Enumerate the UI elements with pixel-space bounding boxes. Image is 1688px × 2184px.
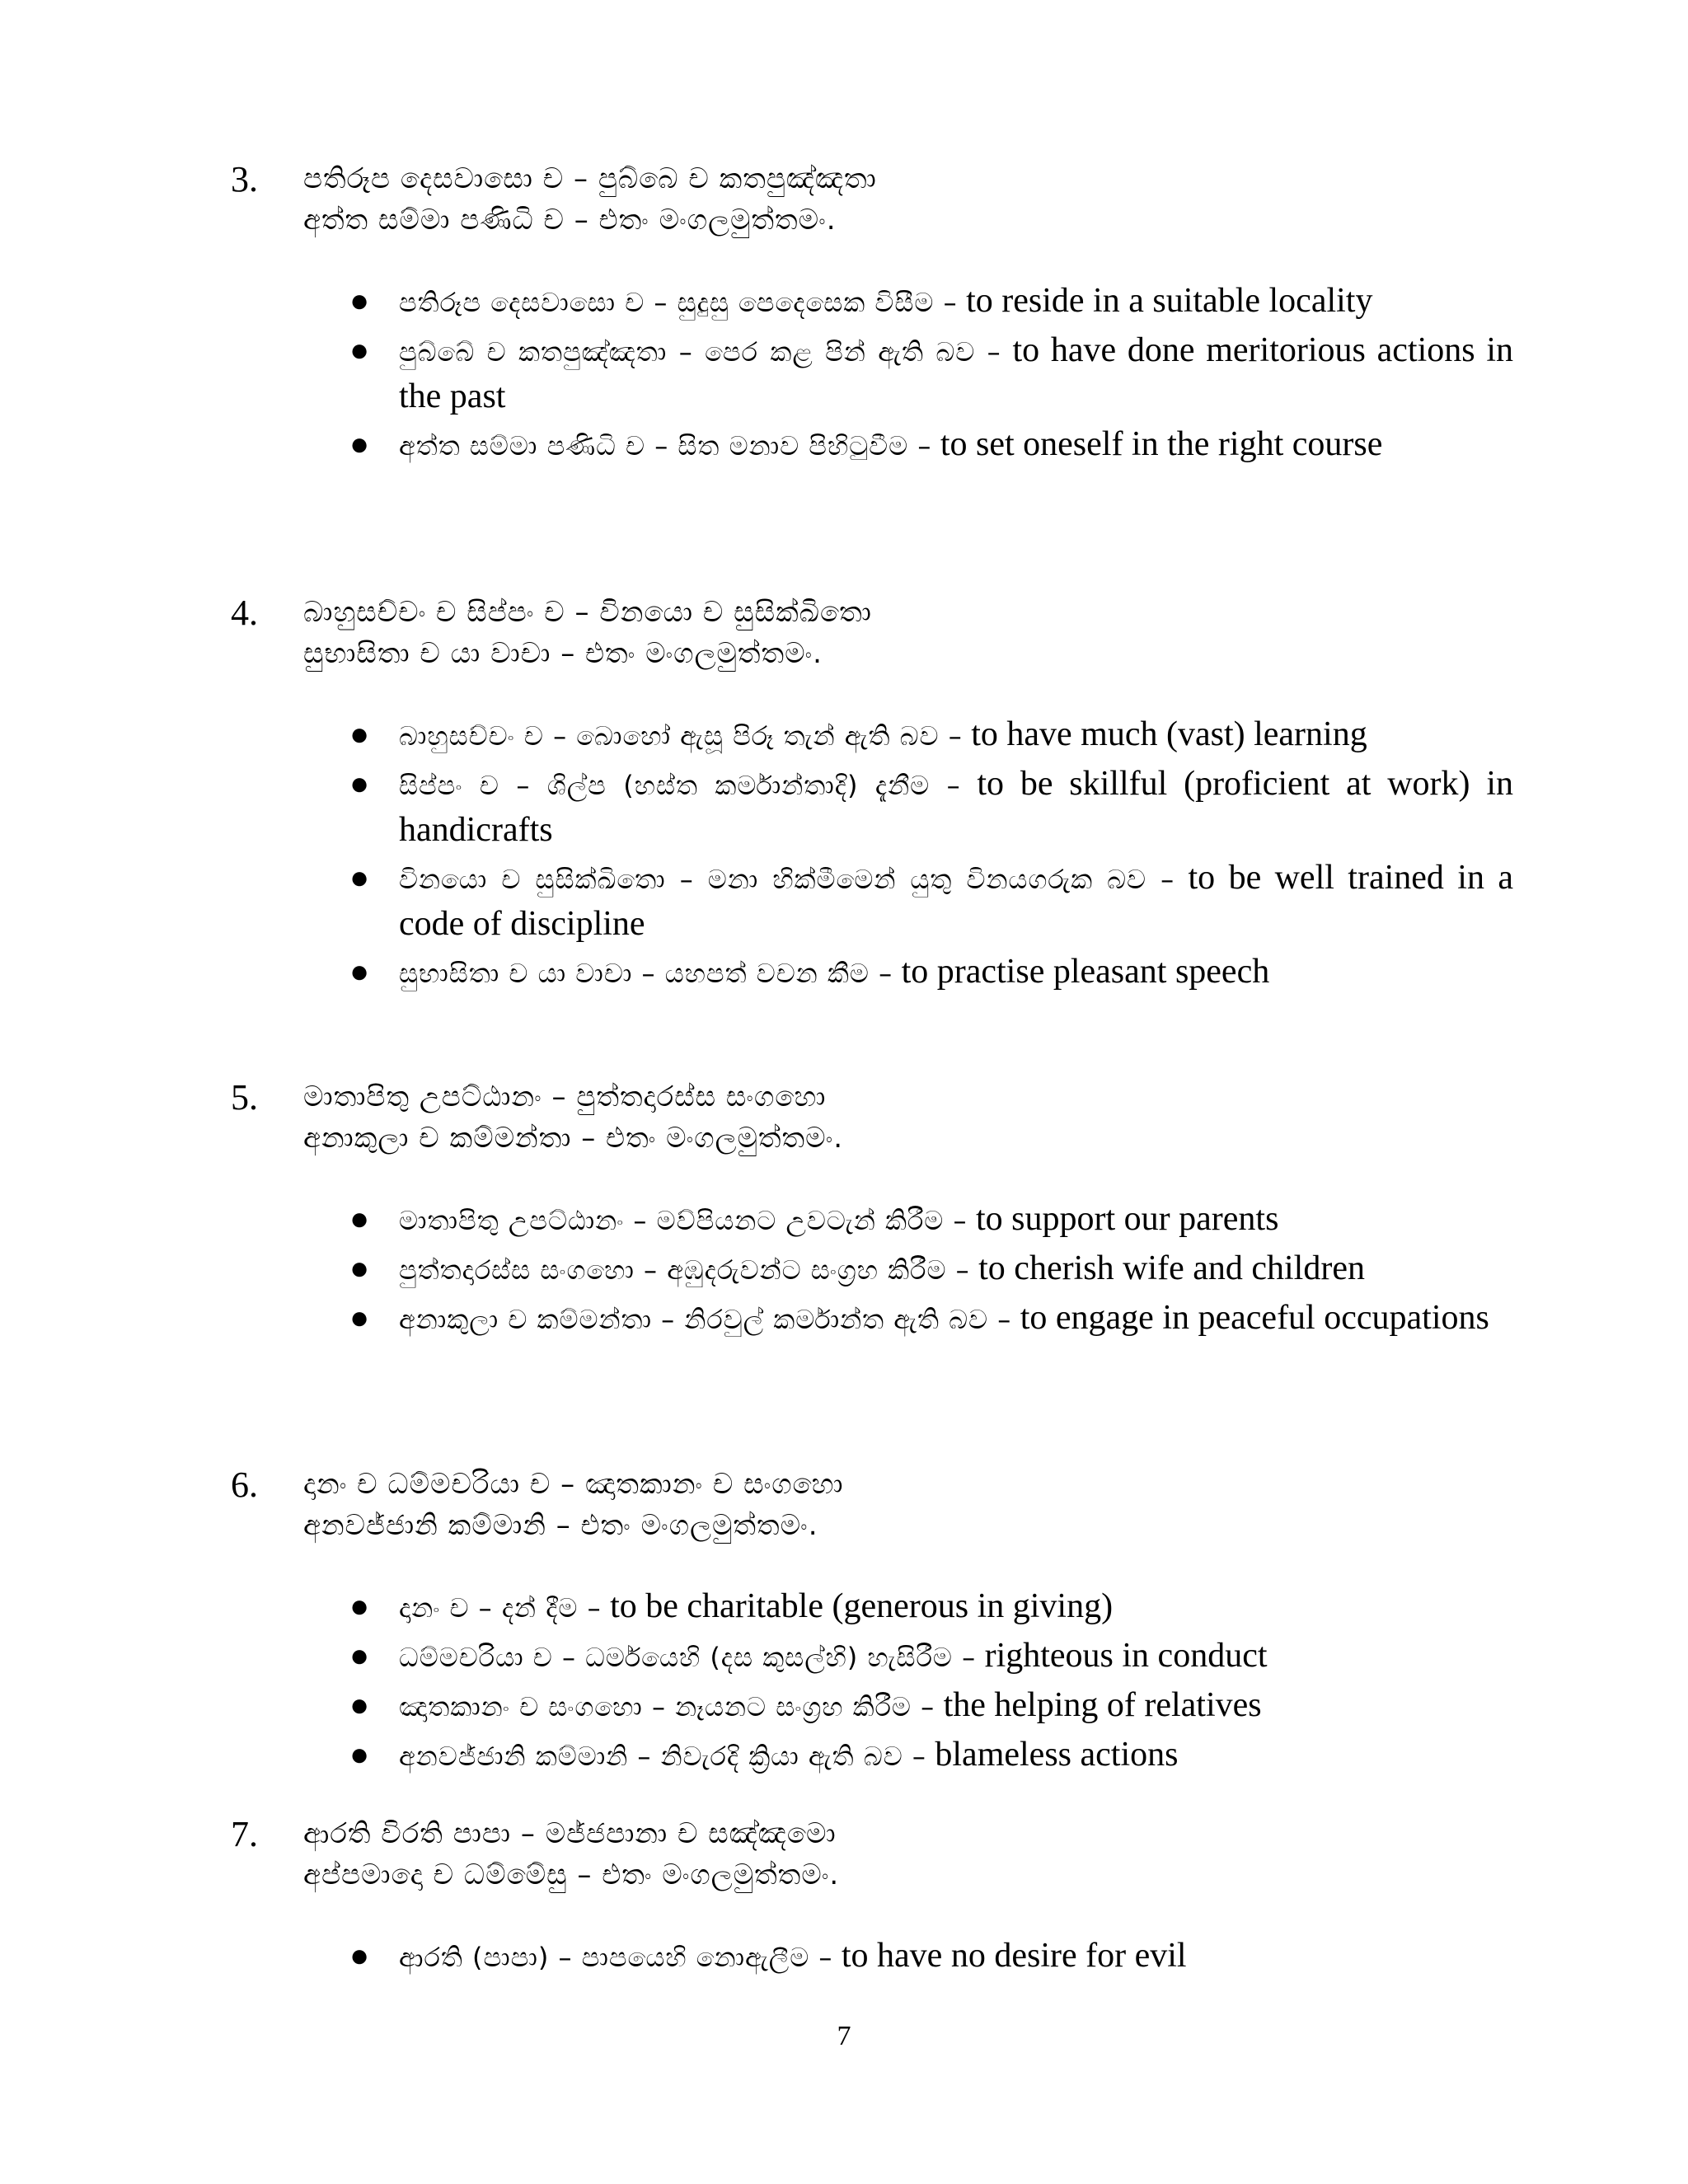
bullet-list <box>349 712 1513 999</box>
english-meaning: to have much (vast) learning <box>971 715 1367 753</box>
list-item <box>349 422 1513 468</box>
section-number: 7. <box>231 1814 258 1854</box>
verse <box>303 158 877 241</box>
bullet-list <box>349 1197 1513 1345</box>
list-item <box>349 328 1513 419</box>
section-number: 6. <box>231 1465 258 1505</box>
pali-term: ඤාතකානං ච සංගහො – නෑයනට සංග්‍රහ කිරීම – <box>399 1691 935 1722</box>
english-meaning: to practise pleasant speech <box>901 953 1270 991</box>
verse-line: අනවජ්ජානි කම්මානි – එතං මංගලමුත්තමං. <box>303 1509 818 1542</box>
english-meaning: to be skillful (proficient at work) in handicrafts <box>399 765 1513 849</box>
bullet-icon: ● <box>349 765 370 802</box>
english-meaning: to reside in a suitable locality <box>966 282 1373 320</box>
list-item <box>349 279 1513 325</box>
page-number: 7 <box>837 2021 851 2051</box>
bullet-list <box>349 1584 1513 1782</box>
pali-term: සුභාසිතා ච යා වාචා – යහපත් වචන කීම – <box>399 958 893 989</box>
list-item <box>349 1246 1513 1292</box>
list-item <box>349 1197 1513 1243</box>
list-item <box>349 949 1513 996</box>
bullet-list <box>349 279 1513 471</box>
pali-term: මාතාපිතු උපට්ඨානං – මව්පියනට උවටැන් කිරීම – <box>399 1205 968 1236</box>
pali-term: පුබ්බේ ච කතපුඤ්ඤතා – පෙර කළ පින් ඇති බව – <box>399 336 1001 368</box>
verse <box>303 592 872 674</box>
english-meaning: to have done meritorious actions in the past <box>399 331 1513 415</box>
english-meaning: to support our parents <box>975 1200 1279 1238</box>
list-item <box>349 1683 1513 1729</box>
list-item <box>349 1732 1513 1779</box>
list-item <box>349 1933 1513 1980</box>
english-meaning: to cherish wife and children <box>978 1249 1365 1287</box>
section-number: 5. <box>231 1077 258 1118</box>
pali-term: ධම්මචරියා ච – ධර්මයෙහි (දස කුසල්හි) හැසිරීම – <box>399 1642 977 1673</box>
pali-term: විනයො ච සුසික්ඛිතො – මනා හික්මීමෙන් යුතු විනයගරුක බව – <box>399 864 1175 895</box>
bullet-icon: ● <box>349 1587 370 1624</box>
pali-term: බාහුසච්චං ච – බොහෝ ඇසූ පිරූ තැන් ඇති බව – <box>399 720 963 752</box>
pali-term: ආරති (පාපා) – පාපයෙහි නොඇලීම – <box>399 1942 833 1973</box>
bullet-icon: ● <box>349 331 370 368</box>
list-item <box>349 712 1513 758</box>
pali-term: අත්ත සම්මා පණිධි ච – සිත මනාව පිහිටුවීම – <box>399 430 932 462</box>
list-item <box>349 762 1513 852</box>
verse-line: ආරති විරති පාපා – මජ්ජපානා ච සඤ්ඤමො <box>303 1817 837 1850</box>
bullet-list <box>349 1933 1513 1983</box>
english-meaning: to engage in peaceful occupations <box>1020 1299 1489 1337</box>
pali-term: සිප්පං ච – ශිල්ප (හස්ත කර්මාන්තාදි) දැනීම – <box>399 770 961 801</box>
bullet-icon: ● <box>349 425 370 462</box>
section-number: 3. <box>231 159 258 199</box>
verse <box>303 1076 843 1159</box>
verse <box>303 1464 844 1546</box>
verse-line: පතිරූප දෙසවාසො ච – පුබ්බෙ ච කතපුඤ්ඤතා <box>303 162 877 195</box>
english-meaning: blameless actions <box>935 1736 1179 1774</box>
bullet-icon: ● <box>349 1736 370 1773</box>
list-item <box>349 855 1513 946</box>
list-item <box>349 1633 1513 1680</box>
bullet-icon: ● <box>349 282 370 319</box>
bullet-icon: ● <box>349 1937 370 1974</box>
verse-line: මාතාපිතු උපට්ඨානං – පුත්තදාරස්ස සංගහො <box>303 1080 827 1113</box>
pali-term: දානං ච – දන් දීම – <box>399 1592 602 1624</box>
verse-line: බාහුසච්චං ච සිප්පං ච – විනයො ච සුසික්ඛිතො <box>303 596 872 629</box>
pali-term: පතිරූප දෙසවාසො ච – සුදුසු පෙදෙසෙක විසීම – <box>399 287 958 318</box>
list-item <box>349 1296 1513 1342</box>
english-meaning: to be charitable (generous in giving) <box>610 1587 1114 1625</box>
verse-line: අනාකුලා ච කම්මන්තා – එතං මංගලමුත්තමං. <box>303 1122 844 1155</box>
pali-term: අනවජ්ජානි කම්මානි – නිවැරදි ක්‍රියා ඇති බව – <box>399 1741 926 1772</box>
bullet-icon: ● <box>349 859 370 896</box>
english-meaning: to be well trained in a code of discipline <box>399 859 1514 943</box>
verse <box>303 1813 839 1896</box>
bullet-icon: ● <box>349 1249 370 1286</box>
english-meaning: righteous in conduct <box>984 1637 1268 1675</box>
verse-line: අප්පමාදො ච ධම්මේසු – එතං මංගලමුත්තමං. <box>303 1858 840 1891</box>
bullet-icon: ● <box>349 1200 370 1237</box>
english-meaning: to set oneself in the right course <box>940 425 1383 463</box>
verse-line: සුභාසිතා ච යා වාචා – එතං මංගලමුත්තමං. <box>303 637 823 670</box>
bullet-icon: ● <box>349 1686 370 1723</box>
english-meaning: the helping of relatives <box>943 1686 1262 1724</box>
bullet-icon: ● <box>349 715 370 752</box>
verse-line: අත්ත සම්මා පණිධි ච – එතං මංගලමුත්තමං. <box>303 204 837 237</box>
pali-term: පුත්තදාරස්ස සංගහො – අඹුදරුවන්ට සංග්‍රහ කිරීම – <box>399 1254 970 1286</box>
bullet-icon: ● <box>349 1299 370 1336</box>
section-number: 4. <box>231 593 258 633</box>
verse-line: දානං ච ධම්මචරියා ච – ඤාතකානං ච සංගහො <box>303 1468 844 1501</box>
pali-term: අනාකුලා ච කම්මන්තා – නිරවුල් කර්මාන්ත ඇති බව – <box>399 1304 1012 1335</box>
bullet-icon: ● <box>349 1637 370 1674</box>
list-item <box>349 1584 1513 1630</box>
english-meaning: to have no desire for evil <box>841 1937 1187 1975</box>
bullet-icon: ● <box>349 953 370 990</box>
